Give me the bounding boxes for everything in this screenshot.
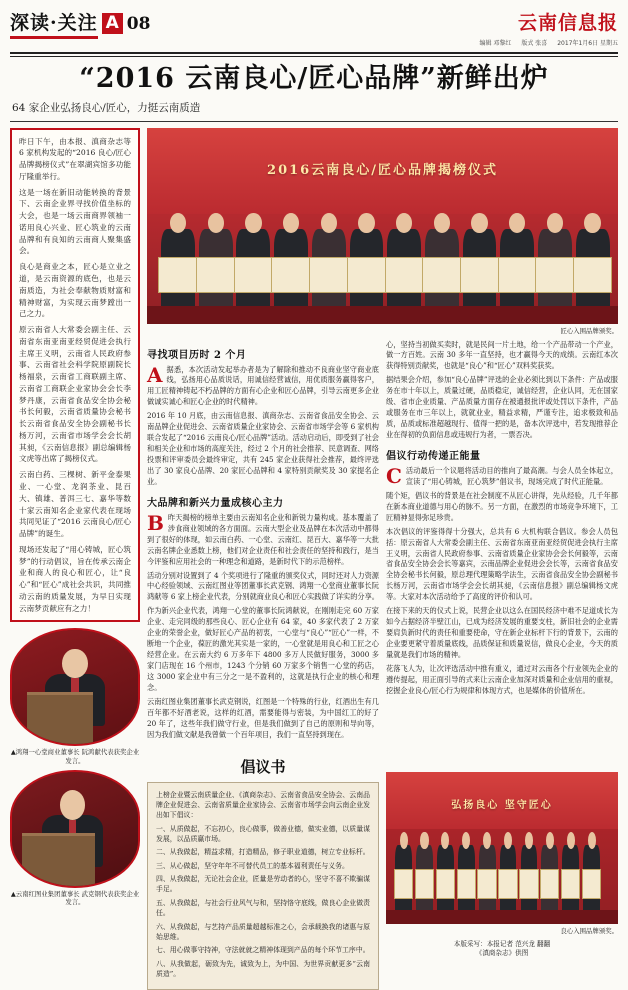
- page-headline: “2016 云南良心/匠心品牌”新鲜出炉: [79, 62, 549, 94]
- text-column-1: [147, 340, 379, 744]
- masthead-meta: [472, 38, 619, 47]
- stage-banner-text: 弘扬良心 坚守匠心: [451, 799, 553, 811]
- lead-paragraph: 良心是商业之本，匠心是立业之道，是云南资源的底色，也是云南质造，为社会奉献物质财富和精神财富，为实现云南梦蹚出一己之力。: [19, 262, 131, 319]
- photo-speaker-2: [10, 770, 140, 888]
- article-paragraph: 在接下来的天的仪式上说，民营企业以这么在国民经济中难不足道成长为如今占据经济半壁江山，已成为经济发展的重要支柱，新旧社会的企业需要肩负新时代的责任和重要使命，守在新企业标杆下行的背景下，云南的企业要更紧守着质量底线，品质保证和质量说信，做良心企业，今天的质量就是我们市场的精神。: [386, 606, 618, 659]
- bottom-photo: [386, 772, 618, 924]
- proposal-title: 倡议书: [240, 757, 286, 776]
- bottom-photo-caption: 良心入围品牌颁奖。: [560, 926, 618, 935]
- proposal-paragraph: 二、从我做起，精益求精，打造精品，修子职业道德，树立专业标杆。: [156, 848, 370, 857]
- newspaper-logo: 云南信息报: [517, 12, 618, 34]
- photo-scene: [12, 630, 138, 744]
- proposal-paragraph: 一、从质做起，不忘初心，良心做事，做善业德，做实业德，以质量谋发展，以品质赢市场。: [156, 824, 370, 844]
- proposal-box: [147, 782, 379, 990]
- article-paragraph: 随个矩，倡议书的背景是在社会制度不从匠心讲得，先从经验，几千年都在新本商业道德与用心的脉不。另一方面，在激烈的市场竞争环境下，工匠精神显得弥足珍贵。: [386, 490, 618, 522]
- page-number: 08: [126, 13, 151, 34]
- section-title: 大品牌和新兴力量成核心主力: [147, 497, 284, 509]
- award-recipients: [386, 823, 618, 923]
- photo-speaker-2-caption: ▲云南红图业集团董事长 武克钢代表获奖企业发言。: [10, 889, 140, 907]
- editor-credit: 编辑 邓黎红: [479, 40, 512, 47]
- article-paragraph: [386, 463, 618, 488]
- lead-paragraph: 原云南省人大常委会副主任、云南省东南亚南亚经贸促进会执行主席王义明，云南省人民政府参事、云南省社会科学院原副院长杨福泉，云南省工商联副主席、云南省工商联企业家协会会长李梦丹康，云南省食品安全协会秘书长何毅，云南省质量协会秘书长云南省食品安全协会副秘书长杨万河，云南省市场学会会长胡其昶，《云南信息报》副总编辑杨文虎等出席了揭榜仪式。: [19, 325, 131, 464]
- article-paragraph: 据结果会介绍，参加“良心品牌”评选的企业必须比到以下条件：产品或服务在市十年以上，质量过硬，品质稳定，诚信经营，企业认同，无在国家级、省市企业质量、产品质量方面存在被通报批评或处罚以下条件，产品或服务在市三年以上，就就业业，精益求精，严谨专注，追求极致和品质，品质或标准超越现行、值得一把的是，备本次评选中，若发现推荐企业在得初的负面信息或违规行为者，一票否决。: [386, 375, 618, 440]
- publish-date: 2017年1月6日 星期五: [557, 40, 618, 47]
- photo-speaker-1-wrap: [10, 628, 140, 765]
- rule-top-thin: [10, 56, 618, 57]
- proposal-paragraph: 五、从我做起，与社会行业风气与和，坚持恪守底线，做良心企业做责任。: [156, 898, 370, 918]
- photo-speaker-2-wrap: [10, 770, 140, 907]
- lead-paragraph: 这是一场在新旧动能转换的背景下、云南企业界寻找价值坐标的大会，也是一场云南商界领袖一诺用良心兴业、匠心筑业的云南品牌和有良知的云南商人聚集盛会。: [19, 187, 131, 256]
- paragraph-text: 活动最后一个议题将活动目的推向了最高潮。与会人员全体起立，宣读了“用心铸城，匠心筑梦”倡议书，现场完成了时代正能量。: [405, 465, 618, 486]
- article-paragraph: 云南红图业集团董事长武克钢说，红图是一个特殊的行业，红酒出生有几百年都不好酒老说，这样的红酒，需要能得与密装，为中国红工的好了 20 年了，这些年我们做守行业，但是我们做到了自己的原则和导向等，因为我们做文献是我曾做一个百年项目，我们一直坚持到现在。: [147, 696, 379, 739]
- photo-scene: [147, 128, 618, 324]
- lead-paragraph: 昨日下午，由本报、滇商杂志等 6 家机构发起的“2016 良心/匠心品牌揭榜仪式”在翠湖宾馆多功能厅隆重举行。: [19, 136, 131, 181]
- section-title: 深读·关注: [10, 8, 98, 39]
- proposal-column: [147, 748, 379, 990]
- masthead: [10, 8, 618, 48]
- bottom-photo-column: [386, 748, 618, 990]
- lead-box: [10, 128, 140, 623]
- photo-scene: [386, 772, 618, 924]
- page-badge: A: [102, 13, 123, 34]
- article-paragraph: [147, 510, 379, 568]
- credit-line-2: 《滇商杂志》供图: [475, 949, 529, 958]
- masthead-left: [10, 8, 150, 39]
- paragraph-text: 据悉，本次活动发起举办者是为了解除和推动不良商业坚守商业底线，弘扬用心品质说话，用诚信经营诚信，用优质服务赢得客户，用工匠精神铸起不朽品牌的方面有心企业和匠心品牌，引导云南更多企业做诚实诚心和匠心企业的时代精神。: [147, 364, 379, 407]
- article-paragraph: 心，坚持当初做买卖时，就是民间一片土地，给一个产品带动一个产业，做一方百姓。云南 30 多年一直坚持，也才赢得今天的成绩。云南红本次获得特别贡献奖，也就是“良心”和“匠心”双料奖获奖。: [386, 339, 618, 371]
- right-area: [147, 128, 618, 990]
- masthead-right: [472, 8, 619, 47]
- main-photo-caption: 匠心入围品牌颁奖。: [560, 326, 618, 335]
- stage-banner-text: 2016云南良心/匠心品牌揭榜仪式: [267, 162, 498, 178]
- proposal-paragraph: 三、从心做起，坚守年年不可替代员工的基本福利责任与义务。: [156, 861, 349, 870]
- lead-paragraph: 云南白药、三棵树、新平金泰果业、一心堂、龙润茶业、昆百大、镇雄、普洱三七、嘉华等数十家云南知名企业家代表在现场共同见证了“2016 云南良心/匠心品牌”的诞生。: [19, 470, 131, 539]
- rule-subhead: [10, 121, 618, 122]
- page-subhead: 64 家企业弘扬良心/匠心，力挺云南质造: [12, 101, 201, 114]
- main-grid: [10, 128, 618, 990]
- main-photo-wrap: [147, 128, 618, 335]
- photo-speaker-1: [10, 628, 140, 746]
- rule-top-thick: [10, 52, 618, 54]
- section-title: 倡议行动传递正能量: [386, 450, 481, 462]
- lead-paragraph: 现场还发起了“用心铸城，匠心筑梦”的行动倡议，旨在传承云南企业和商人的良心和匠心，让“良心”和“匠心”成社会共识，共同推动云南的质量发展，为早日实现云南梦贡献应有之力！: [19, 544, 131, 613]
- credit-line-1: 本版采写：本报记者 范兴龙 翻翻: [453, 939, 551, 948]
- dropcap: A: [147, 362, 163, 387]
- bottom-photo-wrap: [386, 772, 618, 935]
- proposal-paragraph: 七、用心做事守持神，守法就就之精神体现到产品的每个环节工序中。: [156, 946, 370, 955]
- article-paragraph: 作为新兴企业代表，鸿翔一心堂的董事长阮鸿献说，在刚刚走完 60 万家企业、走完同级的那些良心、匠心企业有 64 家，40 多家代表了 2 万家企业的荣誉企业，做好匠心产品的初衷，一心堂与“良心”“匠心”一样，不断地一个企业，葆匠的激光其实是一家的，一心堂就是用良心和工匠之心经营企业。在云南大约 6 万多年下 4800 多万人民做好服务，3000 多家门店现在 16 个州市，1243 个分销 60 万家多个销售一心堂的药店，这 3000 家企业中有三分之一是不盈利的，这就是执行企业的核心和理念。: [147, 606, 379, 692]
- text-columns: [147, 340, 618, 744]
- article-paragraph: 2016 年 10 月底，由云南信息报、滇商杂志、云南省食品安全协会、云南品牌企业促进会、云南省质量企业家协会、云南省市场学会等 6 家机构联合发起了“2016 云南良心/匠心品牌”活动。活动启动后，即受到了社会和相关企业和市场的高度关注，经过 2 个月的社会推荐、民意调查、网络投票和评审委员会最终审定，共有 245 家企业获得社会推荐，最终评选出了 30 家良心品牌、20 家匠心品牌和 4 家特别贡献奖及 30 家提名企业。: [147, 411, 379, 486]
- proposal-paragraph: 上榜企业暨云南质量企业、《滇商杂志》、云南省食品安全协会、云南品牌企业促进会、云南省质量企业家协会、云南省市场学会向云南企业发出如下倡议：: [156, 790, 370, 820]
- dropcap: B: [147, 510, 164, 535]
- article-paragraph: 活动分别对设置到了 4 个奖项进行了隆重的颁奖仪式，同时还对人力资源中心经验领域、云南红图业等团董事长武克钢、鸿翔一心堂商业董事长阮鸿献等 6 家上榜企业代表，分别就商业良心和匠心实践做了详实的分享。: [147, 570, 379, 602]
- proposal-paragraph: 八、从我做起，砺致为先，诚致为上，为中国、为世界贡献更多“云南质造”。: [156, 959, 370, 978]
- layout-credit: 版式 张喜: [521, 40, 548, 47]
- photo-scene: [12, 772, 138, 886]
- credits: [386, 940, 618, 959]
- article-paragraph: 花落飞人为，让次评选活动中推有重义，通过对云南各个行业领先企业的遵传提起，用正面引导的式来让云南企业加深对质量和企业信用的重视，挖握企业良心/匠心行为规律和体现方式，也是媒体的价值所在。: [386, 663, 618, 695]
- proposal-paragraph: 六、从我做起，与艺持产品质量超越标准之心，会承载换我的诸惠与原始思维。: [156, 922, 370, 941]
- main-photo: [147, 128, 618, 324]
- photo-speaker-1-caption: ▲鸿翔一心堂商业董事长 阮鸿献代表获奖企业发言。: [10, 748, 140, 766]
- paragraph-text: 昨天揭榜的榜单主要由云南知名企业和新锐力量构成。基本覆盖了涉食商业领域的各方面面。云南大型企业及品牌在本次活动中都得到了很好的体现，如云南白药、一心堂、云南红、昆百大、嘉华等一大批云南名牌企业悉数上榜，他们对企业责任和社会责任的坚持和践行，是当今评鉴和应用社会的一种理念和道路，是新时代下的示范榜样。: [147, 512, 379, 566]
- article-paragraph: [147, 362, 379, 409]
- article-paragraph: 本次倡议的评鉴得得十分强大，总共有 6 大机构联合倡议。参会人员包括：原云南省人大常委会副主任、云南省东南亚南亚经贸促进会执行主席王义明，云南省人民政府参事、云南省质量企业家协会会长何毅等，云南省食品安全协会会长等嘉宾，云南品牌企业促进会会长等，云南省食品安全协会秘书长何毅，原总理代理策略学法生，云南省食品安全协会副秘书长杨万河，云南省市场学会会长胡其昶，《云南信息报》副总编辑杨文虎等。大家对本次活动给予了高度的评价和认可。: [386, 526, 618, 602]
- section-title: 寻找项目历时 2 个月: [147, 349, 247, 361]
- proposal-paragraph: 四、从我做起，无论社会企业，匠量是劳动者的心，坚守不喜不欺骗谋手足。: [156, 875, 370, 894]
- left-column: [10, 128, 140, 990]
- dropcap: C: [386, 463, 402, 488]
- bottom-area: [147, 748, 618, 990]
- text-column-2: [386, 340, 618, 744]
